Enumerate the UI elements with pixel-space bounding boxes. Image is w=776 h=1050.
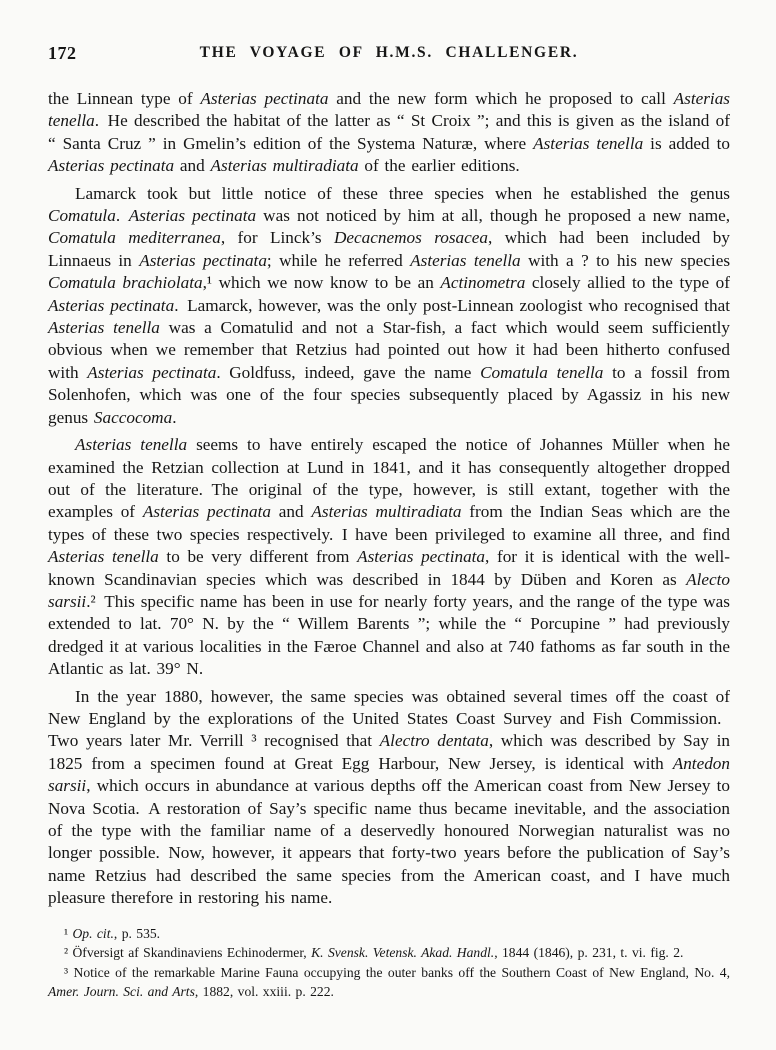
italic-text: Asterias multiradiata (311, 502, 462, 522)
italic-text: Asterias pectinata (357, 547, 486, 567)
italic-text: Comatula tenella (480, 362, 604, 382)
text-segment: , for it is identical with the well-known Scandinavian species which was described in 1844 by Düben and Koren as (48, 547, 730, 589)
text-segment: , which had been included by Linnaeus in (48, 228, 730, 270)
text-segment: from the Indian Seas which are the types of these two species respectively. I have been privileged to examine all three, and find (48, 502, 730, 544)
italic-text: Asterias tenella (533, 133, 644, 153)
italic-text: Asterias tenella (48, 318, 160, 338)
text-segment: and (174, 156, 211, 176)
text-segment: ¹ (64, 925, 73, 941)
text-segment: closely allied to the type of (525, 273, 730, 293)
text-segment: seems to have entirely escaped the notice of Johannes Müller when he examined the Retzian collection at Lund in 1841, and it has consequently altogether dropped out of the literature. The original of the type, however, is still extant, together with the examples of (48, 435, 730, 522)
italic-text: Comatula brachiolata (48, 273, 203, 293)
text-segment: , p. 535. (113, 925, 161, 941)
text-segment: , 1882, vol. xxiii. p. 222. (194, 984, 334, 1000)
paragraph-year-1880 (48, 686, 730, 910)
text-segment: and (270, 502, 312, 522)
page-number: 172 (48, 43, 77, 63)
italic-text: Antedon sarsii (48, 753, 730, 796)
text-segment: ³ Notice of the remarkable Marine Fauna occupying the outer banks off the Southern Coast of New England, No. 4, (64, 964, 730, 980)
text-segment: . He described the habitat of the latter as “ St Croix ”; and this is given as the island of “ Santa Cruz ” in Gmelin’s edition of the Systema Naturæ, where (48, 111, 730, 153)
text-segment: is added to (643, 133, 730, 153)
text-segment: . (115, 206, 129, 226)
text-segment: . Goldfuss, indeed, gave the name (216, 362, 481, 382)
italic-text: Asterias pectinata (142, 502, 271, 522)
italic-text: Asterias pectinata (139, 250, 267, 270)
italic-text: Actinometra (440, 273, 526, 293)
italic-text: Asterias pectinata (200, 89, 329, 108)
italic-text: Asterias tenella (48, 89, 730, 131)
italic-text: Asterias tenella (410, 250, 521, 270)
page-header (48, 42, 730, 64)
text-segment: the Linnean type of (48, 89, 201, 108)
italic-text: Asterias tenella (48, 547, 159, 567)
italic-text: Comatula mediterranea (48, 228, 221, 248)
running-title: THE VOYAGE OF H.M.S. CHALLENGER. (199, 44, 579, 61)
text-segment: was not noticed by him at all, though he proposed a new name, (256, 206, 731, 226)
italic-text: K. Svensk. Vetensk. Akad. Handl. (311, 945, 495, 961)
text-segment: ,¹ which we now know to be an (202, 273, 441, 293)
italic-text: Asterias pectinata (87, 362, 217, 382)
text-segment: .² This specific name has been in use for nearly forty years, and the range of the type was extended to lat. 70° N. by the “ Willem Barents ”; while the “ Porcupine ” had previously dredged it at various localities in the Færoe Channel and also at 740 fathoms as far south in the Atlantic as lat. 39° N. (48, 591, 730, 679)
footnote-3 (48, 963, 730, 1002)
text-segment: ; while he referred (266, 250, 411, 270)
text-segment: to be very different from (158, 547, 358, 567)
text-segment: ² Öfversigt af Skandinaviens Echinodermer, (64, 945, 312, 961)
text-segment: was a Comatulid and not a Star-fish, a fact which would seem sufficiently obvious when we remember that Retzius had pointed out how it had been hitherto confused with (48, 318, 731, 382)
italic-text: Comatula (48, 206, 116, 226)
text-segment: In the year 1880, however, the same species was obtained several times off the coast of New England by the explorations of the United States Coast Survey and Fish Commission. Two years later Mr. Verrill ³ recognised that (48, 686, 730, 751)
text-segment: , for Linck’s (220, 228, 334, 248)
text-segment: and the new form which he proposed to call (328, 89, 674, 108)
italic-text: Amer. Journ. Sci. and Arts (48, 984, 195, 1000)
paragraph-continuation (48, 88, 730, 178)
italic-text: Asterias pectinata (48, 156, 175, 176)
paragraph-asterias-tenella (48, 434, 730, 680)
italic-text: Alecto sarsii (48, 569, 730, 611)
italic-text: Asterias pectinata (48, 295, 175, 315)
text-segment: to a fossil from Solenhofen, which was one of the four species subsequently placed by Agassiz in his new genus (48, 362, 731, 427)
footnote-2 (48, 943, 730, 963)
text-segment: of the earlier editions. (358, 156, 520, 176)
text-segment: , which occurs in abundance at various depths off the American coast from New Jersey to Nova Scotia. A restoration of Say’s specific name thus became inevitable, and the association of the type with the familiar name of a deservedly honoured Norwegian naturalist was no longer possible. Now, however, it appears that forty-two years before the publication of Say’s name Retzius had described the same species from the American coast, and I have much pleasure therefore in restoring his name. (48, 776, 730, 908)
text-segment: . Lamarck, however, was the only post-Linnean zoologist who recognised that (174, 295, 730, 315)
text-segment: , which was described by Say in 1825 from a specimen found at Great Egg Harbour, New Jersey, is identical with (48, 731, 730, 773)
paragraph-lamarck (48, 183, 730, 429)
italic-text: Saccocoma (93, 407, 173, 427)
page-body (48, 88, 730, 910)
italic-text: Asterias tenella (75, 435, 188, 455)
footnote-1 (48, 924, 730, 944)
italic-text: Decacnemos rosacea (333, 228, 488, 248)
text-segment: with a ? to his new species (520, 250, 731, 270)
text-segment: . (172, 407, 177, 427)
footnotes (48, 924, 730, 1002)
italic-text: Op. cit. (72, 925, 114, 941)
italic-text: Asterias pectinata (128, 206, 257, 226)
italic-text: Alectro dentata (379, 731, 489, 751)
italic-text: Asterias multiradiata (210, 156, 359, 176)
text-segment: , 1844 (1846), p. 231, t. vi. fig. 2. (494, 945, 684, 961)
text-segment: Lamarck took but little notice of these three species when he established the genus (75, 183, 730, 203)
